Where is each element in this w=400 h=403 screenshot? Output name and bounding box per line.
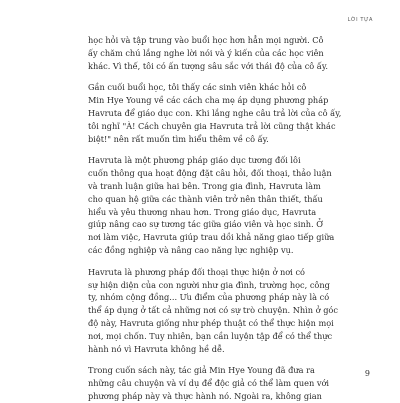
paragraph-5 <box>88 364 330 402</box>
text-line: sự hiện diện của con người như gia đình, trường học, công <box>88 279 330 290</box>
text-line: giúp nâng cao sự tương tác giữa giáo viên và học sinh. Ở <box>88 219 323 230</box>
text-line: cuốn thông qua hoạt động đặt câu hỏi, đối thoại, thảo luận <box>88 168 332 179</box>
text-line: ấy chăm chú lắng nghe lời nói và ý kiến của các học viên <box>88 47 324 58</box>
text-line: học hỏi và tập trung vào buổi học hơn hẳn mọi người. Cô <box>88 35 324 45</box>
text-line: cho quan hệ giữa các thành viên trở nên thân thiết, thấu <box>88 193 323 204</box>
text-line: khác. Vì thế, tôi có ấn tượng sâu sắc với thái độ của cô ấy. <box>88 60 328 71</box>
text-line: Trong cuốn sách này, tác giả Min Hye Young đã đưa ra <box>88 365 315 376</box>
text-line: Havruta để giáo dục con. Khi lắng nghe câu trả lời của cô ấy, <box>88 107 342 118</box>
paragraph-2 <box>88 81 342 145</box>
running-header: LỜI TỰA <box>347 17 373 23</box>
text-line: Min Hye Young về các cách cha mẹ áp dụng phương pháp <box>88 95 329 106</box>
text-line: những câu chuyện và ví dụ để độc giả có thể làm quen với <box>88 378 330 389</box>
text-line: phương pháp này và thực hành nó. Ngoài ra, không gian <box>88 390 322 401</box>
text-line: Havruta là phương pháp đối thoại thực hiện ở nơi có <box>88 266 305 277</box>
text-line: độ này, Havruta giống như phép thuật có thể thực hiện mọi <box>88 317 334 328</box>
text-line: Havruta là một phương pháp giáo dục tương đối lôi <box>88 155 301 166</box>
text-line: Gần cuối buổi học, tôi thấy các sinh viên khác hỏi cô <box>88 82 307 93</box>
text-line: hiểu và yêu thương nhau hơn. Trong giáo dục, Havruta <box>88 206 317 217</box>
paragraph-4 <box>88 266 338 356</box>
text-line: nơi, mọi chốn. Tuy nhiên, bạn cần luyện tập để có thể thực <box>88 330 333 341</box>
paragraph-3 <box>88 154 335 256</box>
text-line: thể áp dụng ở tất cả những nơi có sự trò chuyện. Nhìn ở góc <box>88 305 338 316</box>
page-body <box>88 34 342 403</box>
text-line: các đồng nghiệp và nâng cao năng lực nghiệp vụ. <box>88 244 294 255</box>
text-line: hành nó vì Havruta không hề dễ. <box>88 343 225 354</box>
text-line: tôi nghĩ "À! Cách chuyên gia Havruta trả lời cũng thật khác <box>88 120 336 131</box>
paragraph-1 <box>88 34 328 72</box>
text-line: ty, nhóm cộng đồng... Ưu điểm của phương pháp này là có <box>88 292 330 303</box>
text-line: biệt!" nên rất muốn tìm hiểu thêm về cô ấy. <box>88 133 269 144</box>
page-number: 9 <box>364 369 370 378</box>
text-line: nơi làm việc, Havruta giúp trau dồi khả năng giao tiếp giữa <box>88 232 335 243</box>
text-line: và tranh luận giữa hai bên. Trong gia đình, Havruta làm <box>88 180 321 191</box>
